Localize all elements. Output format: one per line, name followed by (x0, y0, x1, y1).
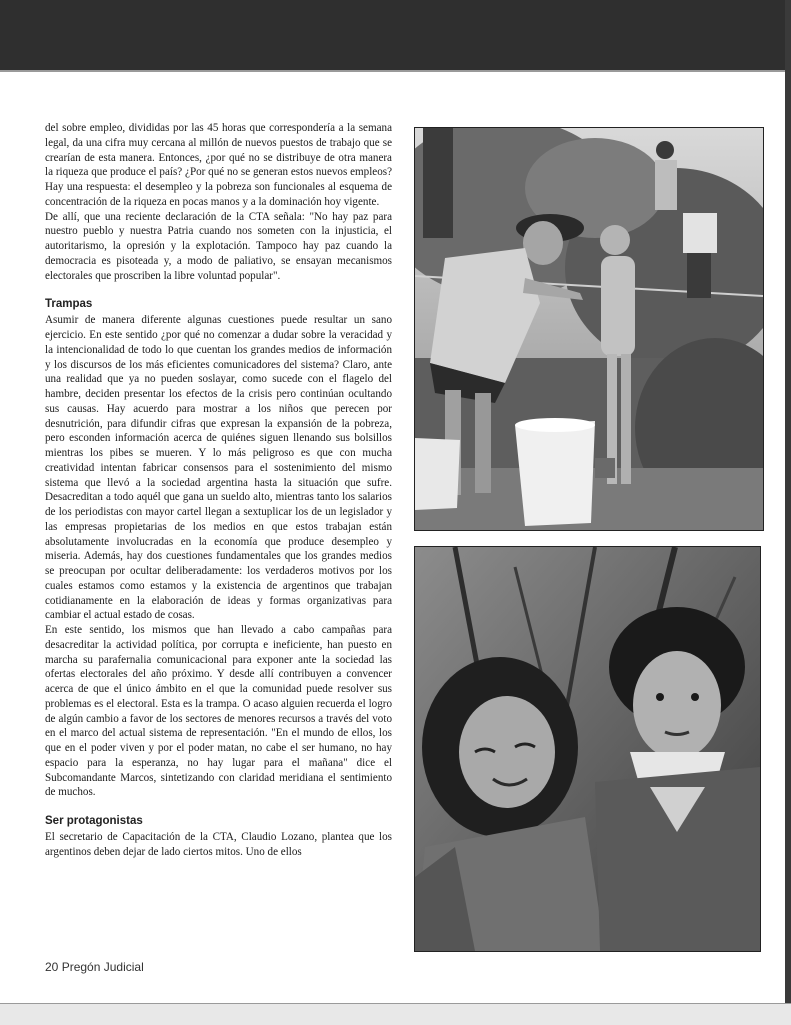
paragraph-protagonistas-1: El secretario de Capacitación de la CTA, Claudio Lozano, plantea que los argentinos deben dejar de lado ciertos mitos. Uno de ellos (45, 831, 392, 858)
section-heading-trampas: Trampas (45, 298, 93, 311)
article-text-column (45, 121, 392, 860)
photo-two-children (414, 546, 761, 952)
publication-name: Pregón Judicial (61, 960, 144, 974)
scan-bottom-edge (0, 1003, 791, 1025)
scan-top-rule (0, 70, 791, 72)
page-number: 20 (45, 960, 59, 974)
scan-right-edge (785, 0, 791, 1024)
paragraph-intro-1: del sobre empleo, divididas por las 45 horas que correspondería a la semana legal, da una cifra muy cercana al millón de nuevos puestos de trabajo que se crearían de esta manera. Entonces, ¿por qué no se distribuye de otra manera la riqueza que produce el país? ¿Por qué no se generan estos nuevos empleos? Hay una respuesta: el desempleo y la pobreza son funcionales al esquema de concentración de la riqueza en pocas manos y a la dominación hoy vigente. (45, 122, 392, 208)
paragraph-trampas-2: En este sentido, los mismos que han llevado a cabo campañas para desacreditar la actividad política, por corrupta e ineficiente, han puesto en marcha su parafernalia comunicacional para exponer ante la sociedad las ofertas electorales del año próximo. Y desde allí contribuyen a convencer acerca de que el único ámbito en el que la comunidad puede resolver sus problemas es el electoral. Esta es la trampa. O acaso alguien recuerda el logro de algún cambio a favor de los sectores de menores recursos a través del voto en el marco del actual sistema de representación. "En el mundo de ellos, los que en el poder viven y por el poder matan, no cabe el ser humano, no hay espacio para la esperanza, no hay lugar para el mañana" dice el Subcomandante Marcos, sintetizando con claridad meridiana el sentimiento de muchos. (45, 624, 392, 799)
section-heading-protagonistas: Ser protagonistas (45, 815, 143, 827)
photo-woman-washing-child (414, 127, 764, 531)
photo-two-children-graphic (415, 547, 760, 951)
paragraph-intro-2: De allí, que una reciente declaración de la CTA señala: "No hay paz para nuestro pueblo y nuestra Patria cuando nos someten con la injusticia, el autoritarismo, la opresión y la explotación. Tampoco hay paz cuando la democracia es pisoteada y, a modo de paliativo, se ensayan mecanismos electorales que proscriben la libre voluntad popular". (45, 210, 392, 282)
photo-woman-washing-child-graphic (415, 128, 763, 530)
paragraph-trampas-1: Asumir de manera diferente algunas cuestiones puede resultar un sano ejercicio. En este sentido ¿por qué no comenzar a dudar sobre la veracidad y la intencionalidad de todo lo que cuentan los grandes medios de información y los discursos de los más eficientes comunicadores del sistema? Claro, ante una realidad que ya no pueden soslayar, como sucede con el flagelo del hambre, deciden presentar los efectos de la crisis pero continúan ocultando sus causas. Hay acuerdo para mostrar a los niños que perecen por desnutrición, para difundir cifras que expresan la expansión de la pobreza, pero esconden información acerca de quiénes siguen llenando sus bolsillos mientras los pibes se mueren. Y lo más peligroso es que con mucha creatividad intentan fabricar consensos para el sostenimiento del mismo sistema que llevó a la sociedad argentina hasta la situación que sufre. Desacreditan a todo aquél que gana un sueldo alto, mientras tanto los salarios de los periodistas con mayor cartel llegan a sextuplicar los de un legislador y las empresas propietarias de los medios en que estos trabajan están absolutamente involucradas en la economía que produce desempleo y miseria. Además, hay dos cuestiones fundamentales que los grandes medios se preocupan por ocultar deliberadamente: los verdaderos motivos por los cuales estamos como estamos y la existencia de argentinos que trabajan cotidianamente en la elaboración de ideas y formas organizativas para cambiar el actual estado de cosas. (45, 314, 392, 622)
page-footer (45, 960, 144, 974)
scan-top-band (0, 0, 791, 70)
